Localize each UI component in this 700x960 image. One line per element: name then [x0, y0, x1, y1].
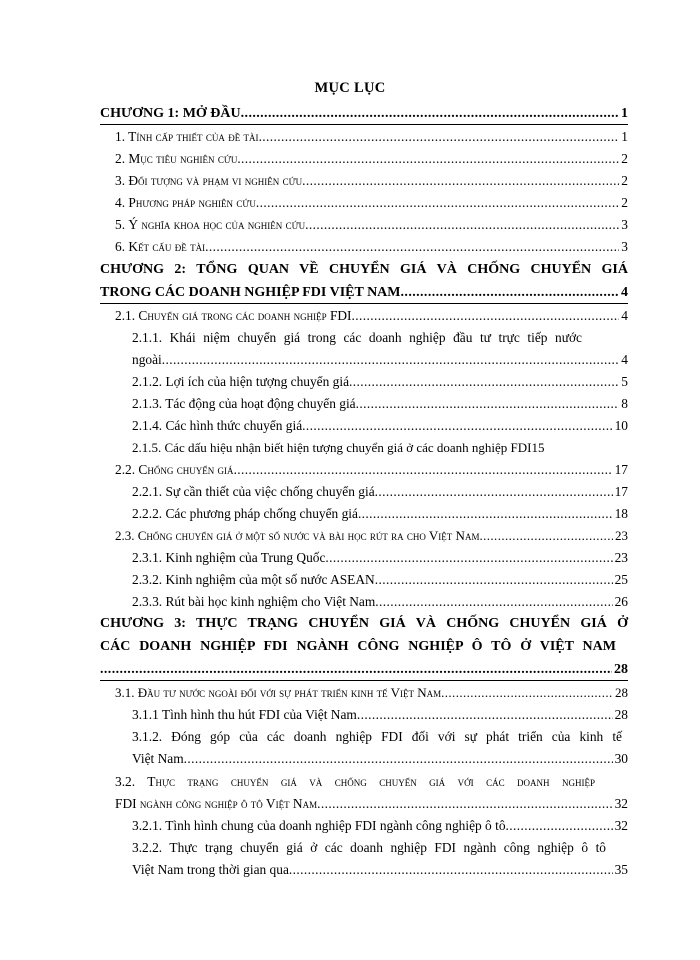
toc-entry-text: 3.1.1 Tình hình thu hút FDI của Việt Nam — [132, 707, 357, 722]
dot-leader — [289, 859, 613, 881]
toc-entry-chapter-2[interactable] — [100, 282, 628, 304]
chapter-underline — [100, 124, 628, 125]
toc-chapter-3-line-2[interactable]: CÁC DOANH NGHIỆP FDI NGÀNH CÔNG NGHIỆP Ô TÔ Ở VIỆT NAM — [100, 639, 616, 654]
toc-entry-page: 5 — [621, 374, 628, 389]
toc-entry-2-1-1-line-1[interactable]: 2.1.1. Khái niệm chuyển giá trong các doanh nghiệp đầu tư trực tiếp nước — [132, 330, 582, 345]
toc-entry-1-6[interactable] — [115, 236, 628, 258]
toc-entry-3-2-1[interactable] — [132, 815, 628, 837]
toc-entry-text: FDI ngành công nghiệp ô tô Việt Nam — [115, 796, 318, 811]
toc-chapter-3-line-1[interactable]: CHƯƠNG 3: THỰC TRẠNG CHUYỂN GIÁ VÀ CHỐNG CHUYỂN GIÁ Ở — [100, 616, 628, 631]
dot-leader — [302, 415, 612, 437]
toc-entry-text: 2.2.2. Các phương pháp chống chuyển giá — [132, 506, 358, 521]
dot-leader — [356, 393, 620, 415]
dot-leader — [241, 103, 619, 125]
toc-entry-text: 3. Đối tượng và phạm vi nghiên cứu — [115, 173, 303, 188]
dot-leader — [375, 481, 613, 503]
toc-entry-text: 2.3.2. Kinh nghiệm của một số nước ASEAN — [132, 572, 375, 587]
dot-leader — [205, 236, 619, 258]
toc-entry-page: 3 — [621, 239, 628, 254]
toc-entry-2-1-5[interactable] — [132, 437, 628, 459]
toc-entry-text: 2.1.5. Các dấu hiệu nhận biết hiện tượng chuyển giá ở các doanh nghiệp FDI — [132, 440, 532, 455]
toc-entry-page: 25 — [614, 572, 628, 587]
toc-entry-page: 17 — [614, 484, 628, 499]
toc-entry-1-1[interactable] — [115, 126, 628, 148]
toc-entry-2-2[interactable] — [115, 459, 628, 481]
toc-entry-page: 4 — [621, 285, 628, 300]
toc-entry-page: 2 — [621, 173, 628, 188]
toc-entry-page: 35 — [614, 862, 628, 877]
toc-entry-2-3-2[interactable] — [132, 569, 628, 591]
page-title: MỤC LỤC — [314, 80, 386, 96]
dot-leader — [357, 704, 613, 726]
toc-entry-text: 2.1. Chuyển giá trong các doanh nghiệp FDI — [115, 308, 352, 323]
toc-entry-text: 3.1. Đầu tư nước ngoài đối với sự phát triển kinh tế Việt Nam — [115, 685, 442, 700]
dot-leader — [401, 282, 619, 304]
toc-entry-2-3-3[interactable] — [132, 591, 628, 613]
toc-entry-page: 32 — [614, 818, 628, 833]
toc-entry-2-3-1[interactable] — [132, 547, 628, 569]
toc-entry-page: 4 — [621, 352, 628, 367]
toc-entry-2-1-3[interactable] — [132, 393, 628, 415]
toc-entry-3-1-1[interactable] — [132, 704, 628, 726]
dot-leader — [358, 503, 613, 525]
toc-entry-2-1-1[interactable] — [132, 349, 628, 371]
toc-entry-page: 2 — [621, 195, 628, 210]
toc-entry-chapter-3[interactable] — [100, 659, 628, 681]
dot-leader — [317, 793, 613, 815]
dot-leader — [184, 748, 613, 770]
toc-entry-3-1-2-line-1[interactable]: 3.1.2. Đóng góp của các doanh nghiệp FDI đối với sự phát triển của kinh tế — [132, 729, 622, 744]
toc-entry-text: 2.3. Chống chuyển giá ở một số nước và bài học rút ra cho Việt Nam — [115, 528, 480, 543]
toc-entry-page: 18 — [614, 506, 628, 521]
toc-entry-text: 2. Mục tiêu nghiên cứu — [115, 151, 238, 166]
toc-entry-text: 2.1.3. Tác động của hoạt động chuyển giá — [132, 396, 356, 411]
toc-entry-page: 28 — [614, 662, 628, 677]
dot-leader — [349, 371, 619, 393]
toc-entry-text: 2.3.3. Rút bài học kinh nghiệm cho Việt Nam — [132, 594, 376, 609]
toc-entry-page: 17 — [614, 462, 628, 477]
dot-leader — [162, 349, 620, 371]
toc-entry-page: 2 — [621, 151, 628, 166]
toc-entry-text: 4. Phương pháp nghiên cứu — [115, 195, 256, 210]
dot-leader — [234, 459, 613, 481]
toc-entry-page: 23 — [614, 550, 628, 565]
toc-entry-text: ngoài — [132, 352, 162, 367]
toc-entry-text: Việt Nam trong thời gian qua — [132, 862, 289, 877]
toc-entry-page: 10 — [614, 418, 628, 433]
dot-leader — [237, 148, 619, 170]
dot-leader — [375, 591, 612, 613]
toc-entry-1-4[interactable] — [115, 192, 628, 214]
dot-leader — [506, 815, 613, 837]
toc-entry-1-3[interactable] — [115, 170, 628, 192]
toc-entry-2-3[interactable] — [115, 525, 628, 547]
toc-entry-3-2-2-line-1[interactable]: 3.2.2. Thực trạng chuyển giá ở các doanh nghiệp FDI ngành công nghiệp ô tô — [132, 840, 606, 855]
toc-entry-page: 1 — [621, 129, 628, 144]
toc-entry-text: TRONG CÁC DOANH NGHIỆP FDI VIỆT NAM — [100, 285, 401, 300]
toc-entry-2-1-2[interactable] — [132, 371, 628, 393]
dot-leader — [259, 126, 620, 148]
toc-entry-text: 2.3.1. Kinh nghiệm của Trung Quốc — [132, 550, 326, 565]
dot-leader — [375, 569, 613, 591]
toc-entry-1-2[interactable] — [115, 148, 628, 170]
toc-entry-page: 23 — [615, 528, 628, 543]
toc-entry-text: 5. Ý nghĩa khoa học của nghiên cứu — [115, 217, 306, 232]
toc-entry-page: 32 — [614, 796, 628, 811]
toc-entry-2-1[interactable] — [115, 305, 628, 327]
toc-entry-text: 2.1.4. Các hình thức chuyển giá — [132, 418, 303, 433]
toc-entry-3-1-2[interactable] — [132, 748, 628, 770]
toc-entry-text: Việt Nam — [132, 751, 184, 766]
toc-entry-chapter-1[interactable] — [100, 103, 628, 125]
toc-entry-page: 28 — [615, 685, 628, 700]
toc-entry-3-2-2[interactable] — [132, 859, 628, 881]
dot-leader — [325, 547, 612, 569]
toc-entry-text: 6. Kết cấu đề tài — [115, 239, 206, 254]
toc-entry-1-5[interactable] — [115, 214, 628, 236]
toc-entry-2-2-1[interactable] — [132, 481, 628, 503]
toc-entry-text: CHƯƠNG 1: MỞ ĐẦU — [100, 106, 241, 121]
toc-entry-3-1[interactable] — [115, 682, 628, 704]
dot-leader — [441, 682, 613, 704]
toc-entry-page: 4 — [621, 308, 628, 323]
chapter-underline — [100, 303, 628, 304]
toc-entry-text: 1. Tính cấp thiết của đề tài — [115, 129, 259, 144]
toc-entry-2-1-4[interactable] — [132, 415, 628, 437]
toc-entry-3-2[interactable] — [115, 793, 628, 815]
toc-entry-2-2-2[interactable] — [132, 503, 628, 525]
toc-entry-3-2-line-1[interactable]: 3.2. Thực trạng chuyển giá và chống chuyển giá với các doanh nghiệp — [115, 774, 595, 789]
toc-entry-page: 26 — [614, 594, 628, 609]
toc-entry-text: 2.2.1. Sự cần thiết của việc chống chuyển giá — [132, 484, 375, 499]
toc-entry-text: 2.2. Chống chuyển giá — [115, 462, 234, 477]
toc-entry-page: 3 — [621, 217, 628, 232]
toc-entry-page: 30 — [614, 751, 628, 766]
toc-entry-text: 3.2.1. Tình hình chung của doanh nghiệp FDI ngành công nghiệp ô tô — [132, 818, 506, 833]
dot-leader — [100, 659, 612, 681]
chapter-underline — [100, 680, 628, 681]
dot-leader — [302, 170, 619, 192]
toc-entry-page: 1 — [621, 106, 628, 121]
dot-leader — [479, 525, 613, 547]
dot-leader — [352, 305, 620, 327]
toc-entry-page: 15 — [531, 440, 545, 455]
dot-leader — [256, 192, 619, 214]
toc-entry-text: 2.1.2. Lợi ích của hiện tượng chuyển giá — [132, 374, 350, 389]
toc-entry-page: 8 — [621, 396, 628, 411]
dot-leader — [305, 214, 619, 236]
toc-entry-page: 28 — [614, 707, 628, 722]
toc-chapter-2-line-1[interactable]: CHƯƠNG 2: TỔNG QUAN VỀ CHUYỂN GIÁ VÀ CHỐNG CHUYỂN GIÁ — [100, 262, 628, 277]
